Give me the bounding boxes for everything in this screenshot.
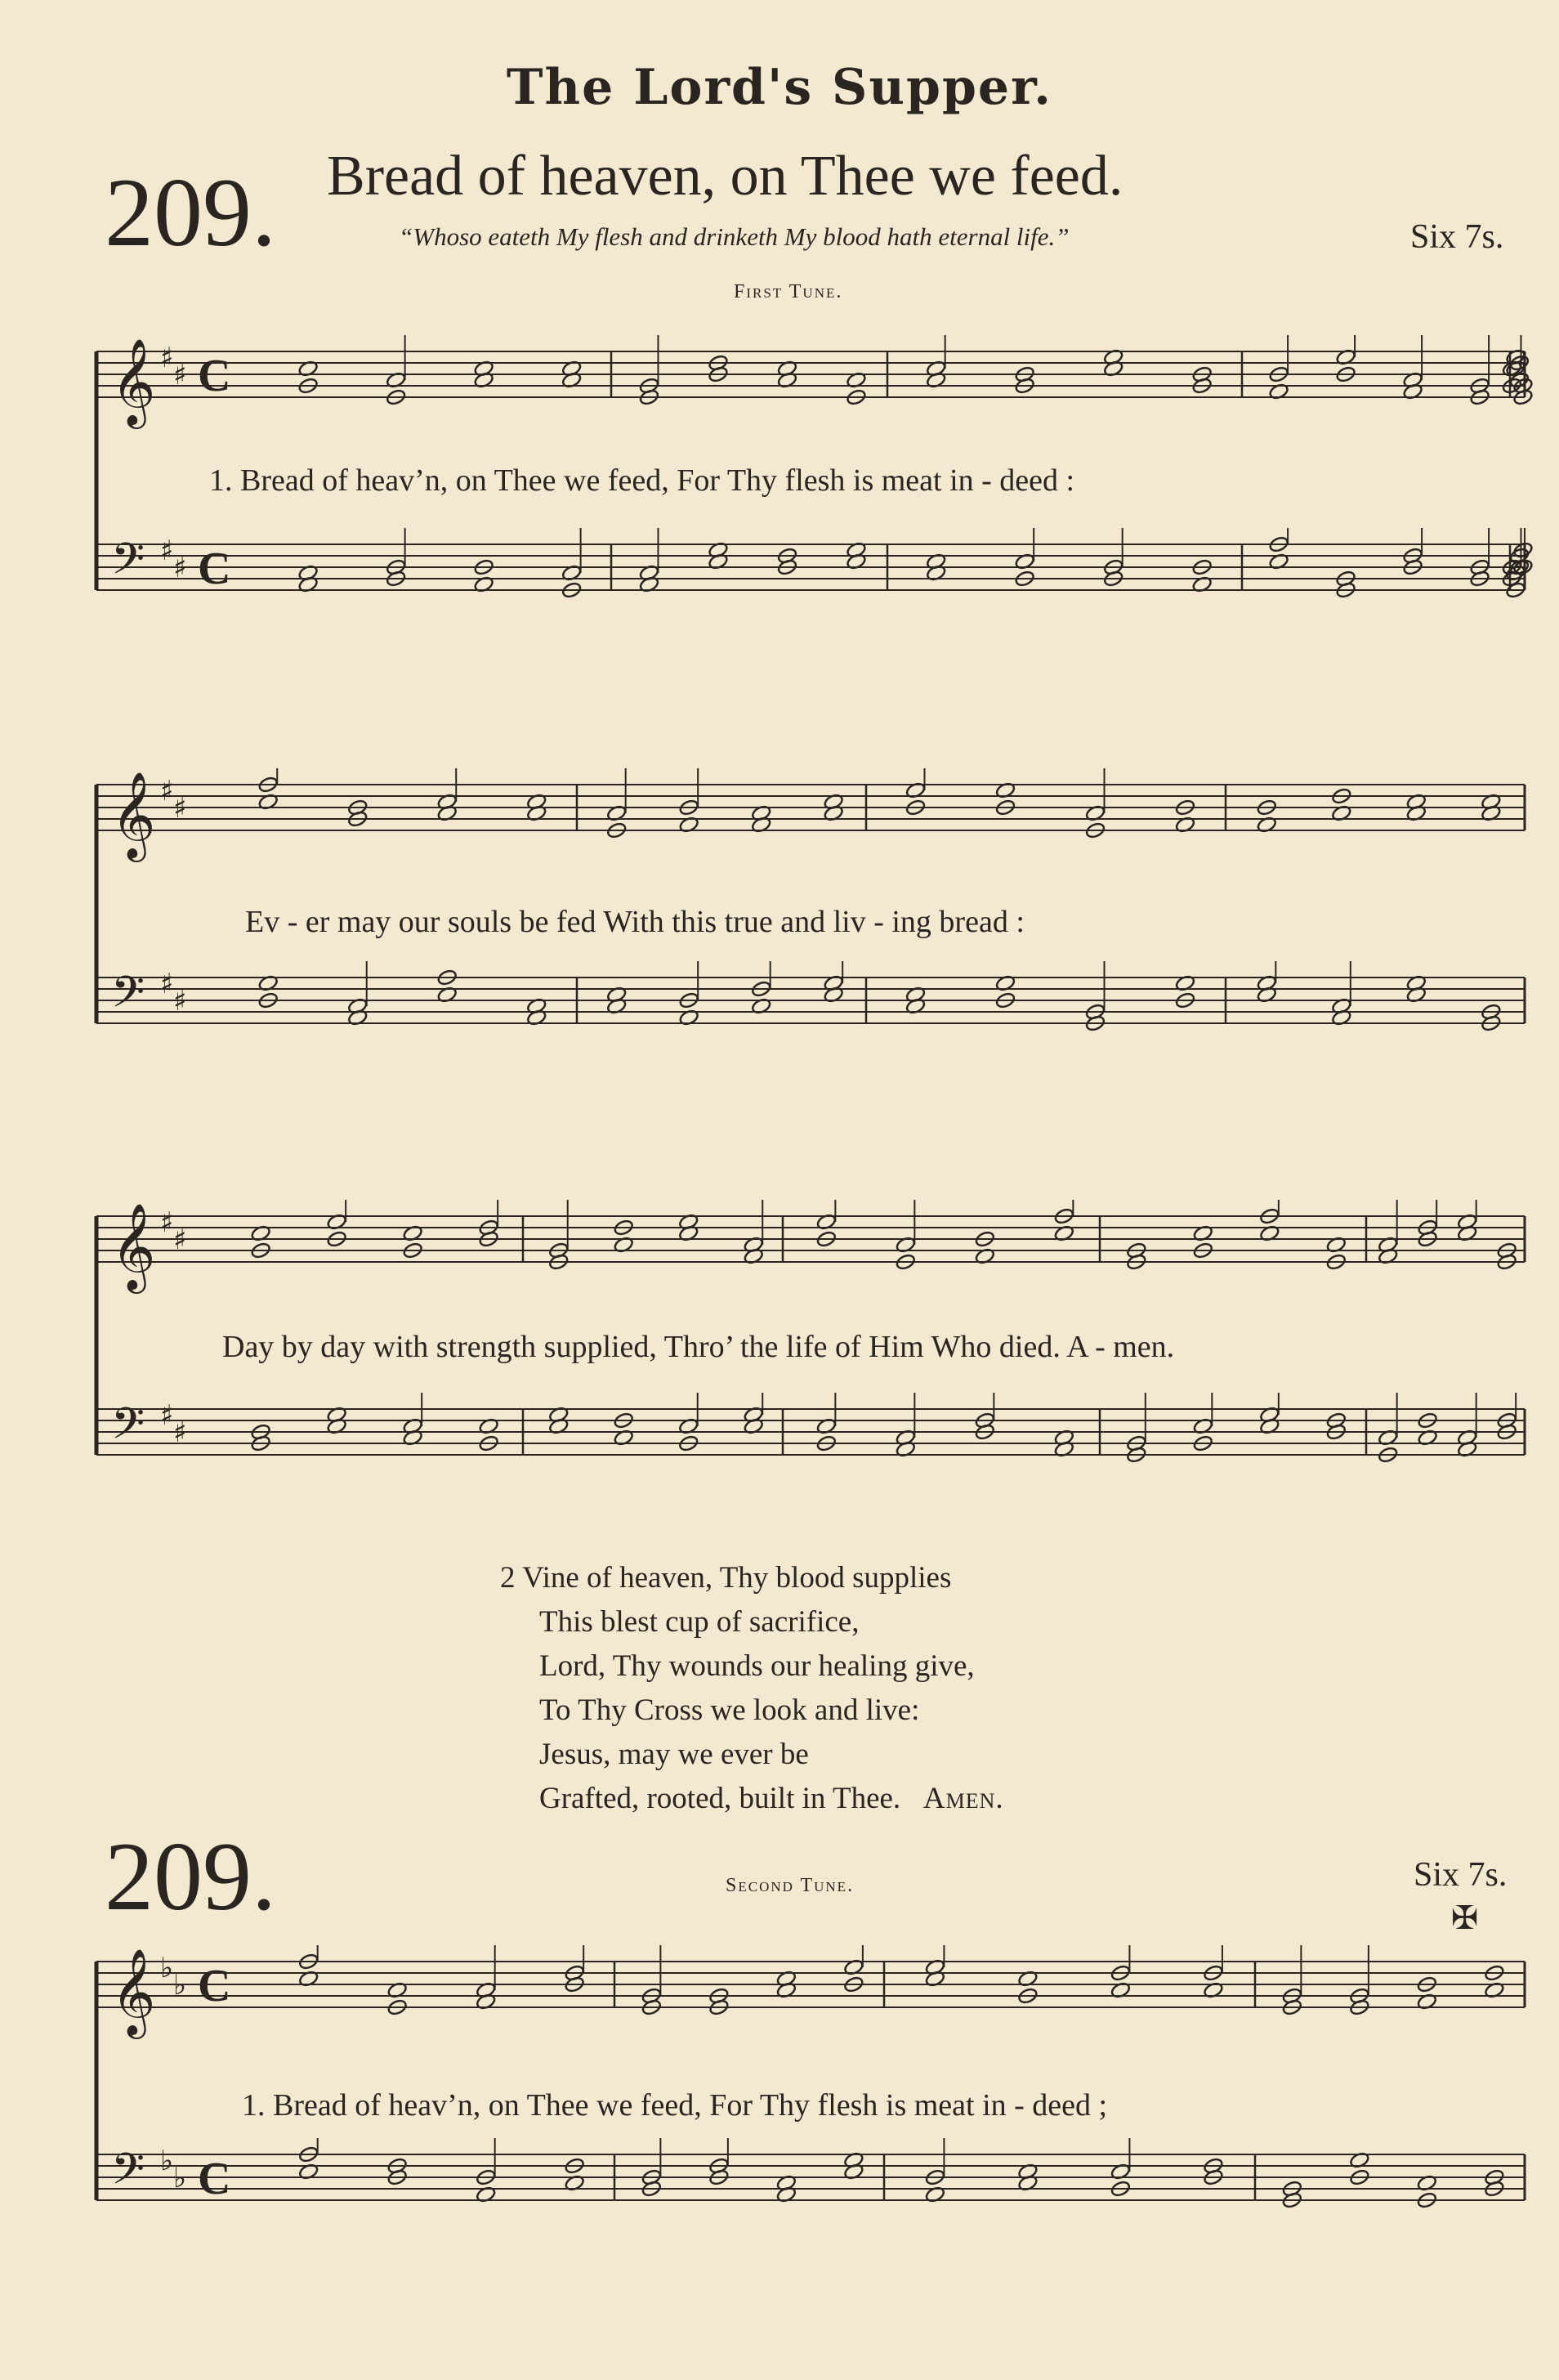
bass-clef-icon: 𝄢 xyxy=(111,2145,145,2205)
verse-line: This blest cup of sacrifice, xyxy=(539,1605,860,1639)
tune-label-second: Second Tune. xyxy=(726,1875,855,1896)
flat-icon: ♭ xyxy=(160,1952,174,1984)
flat-icon: ♭ xyxy=(173,1969,187,2002)
common-time-icon: C xyxy=(198,1961,231,2011)
verse-line: Jesus, may we ever be xyxy=(539,1738,809,1771)
treble-clef-icon: 𝄞 xyxy=(111,1948,156,2035)
lyric-line-1: 1. Bread of heav’n, on Thee we feed, For Thy flesh is meat in - deed : xyxy=(209,463,1075,498)
lyric-line-second-1: 1. Bread of heav’n, on Thee we feed, For Thy flesh is meat in - deed ; xyxy=(242,2088,1108,2123)
common-time-icon: C xyxy=(198,2154,231,2204)
flat-icon: ♭ xyxy=(160,2145,174,2177)
sharp-icon: ♯ xyxy=(160,1399,174,1432)
verse-line-text: Grafted, rooted, built in Thee. xyxy=(539,1782,901,1815)
hymn-title: Bread of heaven, on Thee we feed. xyxy=(327,145,1123,208)
sharp-icon: ♯ xyxy=(160,535,174,567)
lyric-line-3: Day by day with strength supplied, Thro’ the life of Him Who died. A - men. xyxy=(222,1330,1175,1364)
hymn-number-second: 209. xyxy=(105,1822,276,1930)
common-time-icon: C xyxy=(198,544,231,594)
hymn-number-first: 209. xyxy=(105,158,276,266)
treble-clef-icon: 𝄞 xyxy=(111,1202,156,1290)
bass-clef-icon: 𝄢 xyxy=(111,1399,145,1460)
hymn-epigraph: “Whoso eateth My flesh and drinketh My blood hath eternal life.” xyxy=(399,222,1070,251)
sharp-icon: ♯ xyxy=(173,792,187,825)
verse-line-last xyxy=(500,1777,1004,1821)
verse-amen: Amen. xyxy=(922,1782,1004,1815)
sharp-icon: ♯ xyxy=(173,1224,187,1256)
verse-2 xyxy=(500,1556,1004,1821)
cross-icon: ✠ xyxy=(1451,1899,1479,1937)
common-time-icon: C xyxy=(198,351,231,401)
sharp-icon: ♯ xyxy=(173,552,187,584)
flat-icon: ♭ xyxy=(173,2162,187,2194)
bass-clef-icon: 𝄢 xyxy=(111,968,145,1028)
sharp-icon: ♯ xyxy=(160,775,174,808)
sharp-icon: ♯ xyxy=(160,968,174,1000)
treble-clef-icon: 𝄞 xyxy=(111,338,156,425)
sharp-icon: ♯ xyxy=(160,1206,174,1239)
treble-clef-icon: 𝄞 xyxy=(111,771,156,858)
verse-line: To Thy Cross we look and live: xyxy=(539,1693,920,1727)
lyric-line-2: Ev - er may our souls be fed With this true and liv - ing bread : xyxy=(245,905,1025,939)
bass-clef-icon: 𝄢 xyxy=(111,535,145,595)
sharp-icon: ♯ xyxy=(173,359,187,391)
meter-first: Six 7s. xyxy=(1410,218,1504,256)
sharp-icon: ♯ xyxy=(173,985,187,1018)
verse-line: Lord, Thy wounds our healing give, xyxy=(539,1649,975,1683)
verse-line: 2 Vine of heaven, Thy blood supplies xyxy=(500,1561,952,1595)
running-title: The Lord's Supper. xyxy=(506,59,1053,116)
meter-second: Six 7s. xyxy=(1414,1856,1508,1894)
sharp-icon: ♯ xyxy=(173,1416,187,1449)
tune-label-first: First Tune. xyxy=(734,281,843,302)
sharp-icon: ♯ xyxy=(160,342,174,374)
